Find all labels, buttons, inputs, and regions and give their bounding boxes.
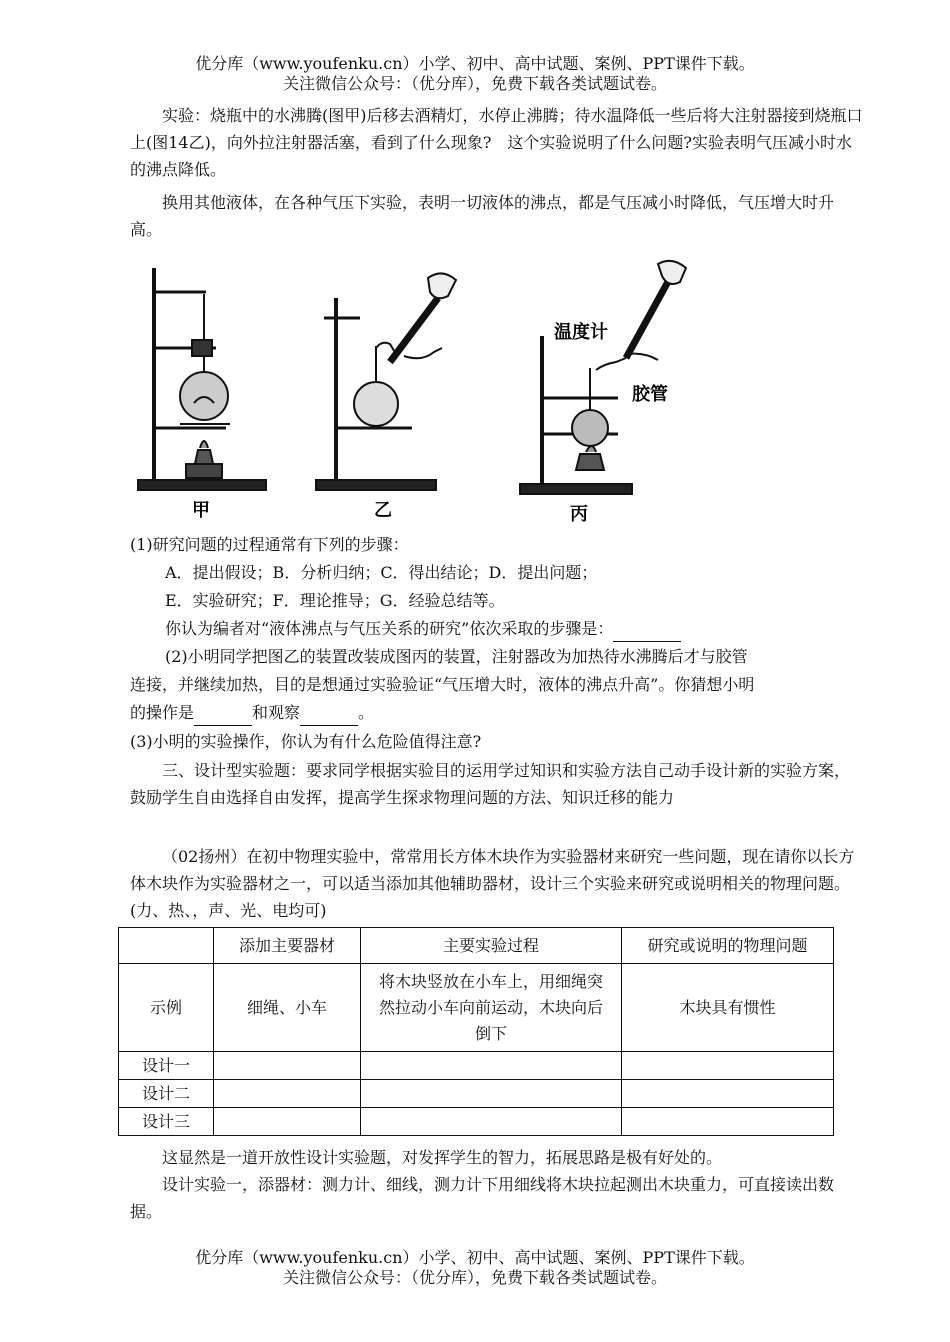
table-header-equipment: 添加主要器材 xyxy=(214,928,361,964)
page-footer-line-1: 优分库（www.youfenku.cn）小学、初中、高中试题、案例、PPT课件下载。 xyxy=(195,1248,755,1267)
apparatus-jia xyxy=(138,268,266,490)
question-1-options-a: A．提出假设；B．分析归纳；C．得出结论；D．提出问题； xyxy=(165,563,598,582)
table-cell-empty[interactable] xyxy=(622,1052,834,1080)
page-footer-line-2: 关注微信公众号：（优分库），免费下载各类试题试卷。 xyxy=(282,1268,667,1287)
answer-blank-operation[interactable] xyxy=(194,707,252,726)
table-header-cell xyxy=(119,928,214,964)
apparatus-bing xyxy=(520,261,686,494)
paragraph-experiment: 实验：烧瓶中的水沸腾(图甲)后移去酒精灯，水停止沸腾；待水温降低一些后将大注射器接到烧瓶口上(图14乙)，向外拉注射器活塞，看到了什么现象? 这个实验说明了什么问题?实验表明气压减小时水的沸点降低。 xyxy=(130,106,863,179)
design-table xyxy=(118,927,834,1136)
table-cell-example-problem: 木块具有惯性 xyxy=(622,964,834,1052)
table-cell-empty[interactable] xyxy=(214,1108,361,1136)
page-header-line-1: 优分库（www.youfenku.cn）小学、初中、高中试题、案例、PPT课件下载。 xyxy=(195,54,755,73)
figure-label-jia: 甲 xyxy=(192,500,210,521)
question-1: (1)研究问题的过程通常有下列的步骤： xyxy=(130,535,409,554)
question-1-options-b: E．实验研究；F．理论推导；G．经验总结等。 xyxy=(165,591,505,610)
question-2-text-2: 和观察 xyxy=(252,703,301,722)
question-3: (3)小明的实验操作，你认为有什么危险值得注意? xyxy=(130,732,482,751)
table-cell-empty[interactable] xyxy=(214,1052,361,1080)
table-cell-example-process: 将木块竖放在小车上，用细绳突然拉动小车向前运动，木块向后倒下 xyxy=(361,964,622,1052)
question-2-line-a: (2)小明同学把图乙的装置改装成图丙的装置，注射器改为加热待水沸腾后才与胶管 xyxy=(165,647,748,666)
figure-label-thermometer: 温度计 xyxy=(554,322,608,343)
table-cell-example-equipment: 细绳、小车 xyxy=(214,964,361,1052)
experiment-figure xyxy=(128,258,888,528)
table-row-label: 设计一 xyxy=(119,1052,214,1080)
table-header-row xyxy=(119,928,834,964)
apparatus-illustration xyxy=(128,258,888,528)
table-cell-empty[interactable] xyxy=(361,1108,622,1136)
answer-blank-steps[interactable] xyxy=(613,623,681,642)
table-row xyxy=(119,1108,834,1136)
table-row xyxy=(119,1052,834,1080)
figure-label-tube: 胶管 xyxy=(632,384,668,405)
table-cell-empty[interactable] xyxy=(622,1108,834,1136)
question-2-text-3: 。 xyxy=(358,703,375,722)
conclusion-paragraph-2: 设计实验一，添器材：测力计、细线，测力计下用细线将木块拉起测出木块重力，可直接读出数据。 xyxy=(130,1175,835,1221)
table-header-process: 主要实验过程 xyxy=(361,928,622,964)
table-cell-example-label: 示例 xyxy=(119,964,214,1052)
section-3-intro: 三、设计型实验题：要求同学根据实验目的运用学过知识和实验方法自己动手设计新的实验方案，鼓励学生自由选择自由发挥，提高学生探求物理问题的方法、知识迁移的能力 xyxy=(130,761,851,807)
figure-label-yi: 乙 xyxy=(374,500,392,521)
question-1-ask-text: 你认为编者对“液体沸点与气压关系的研究”依次采取的步骤是： xyxy=(165,619,614,638)
paragraph-other-liquids: 换用其他液体，在各种气压下实验，表明一切液体的沸点，都是气压减小时降低，气压增大时升高。 xyxy=(130,193,835,239)
table-cell-empty[interactable] xyxy=(361,1080,622,1108)
apparatus-yi xyxy=(316,273,456,490)
table-header-problem: 研究或说明的物理问题 xyxy=(622,928,834,964)
question-2-line-b: 连接，并继续加热，目的是想通过实验验证“气压增大时，液体的沸点升高”。你猜想小明 xyxy=(130,675,755,694)
table-row xyxy=(119,1080,834,1108)
section-3-problem: （02扬州）在初中物理实验中，常常用长方体木块作为实验器材来研究一些问题，现在请你以长方体木块作为实验器材之一，可以适当添加其他辅助器材，设计三个实验来研究或说明相关的物理问题。(力、热、，声、光、电均可) xyxy=(130,847,855,920)
table-cell-empty[interactable] xyxy=(361,1052,622,1080)
table-row-label: 设计二 xyxy=(119,1080,214,1108)
conclusion-paragraph-1: 这显然是一道开放性设计实验题，对发挥学生的智力，拓展思路是极有好处的。 xyxy=(162,1148,723,1167)
question-1-ask xyxy=(165,616,905,642)
page-header-line-2: 关注微信公众号：（优分库），免费下载各类试题试卷。 xyxy=(282,74,667,93)
table-row-example xyxy=(119,964,834,1052)
table-cell-empty[interactable] xyxy=(214,1080,361,1108)
question-2-line-c xyxy=(130,700,870,726)
answer-blank-observe[interactable] xyxy=(300,707,358,726)
question-2-text-1: 的操作是 xyxy=(130,703,195,722)
figure-label-bing: 丙 xyxy=(570,504,588,525)
table-cell-empty[interactable] xyxy=(622,1080,834,1108)
table-row-label: 设计三 xyxy=(119,1108,214,1136)
